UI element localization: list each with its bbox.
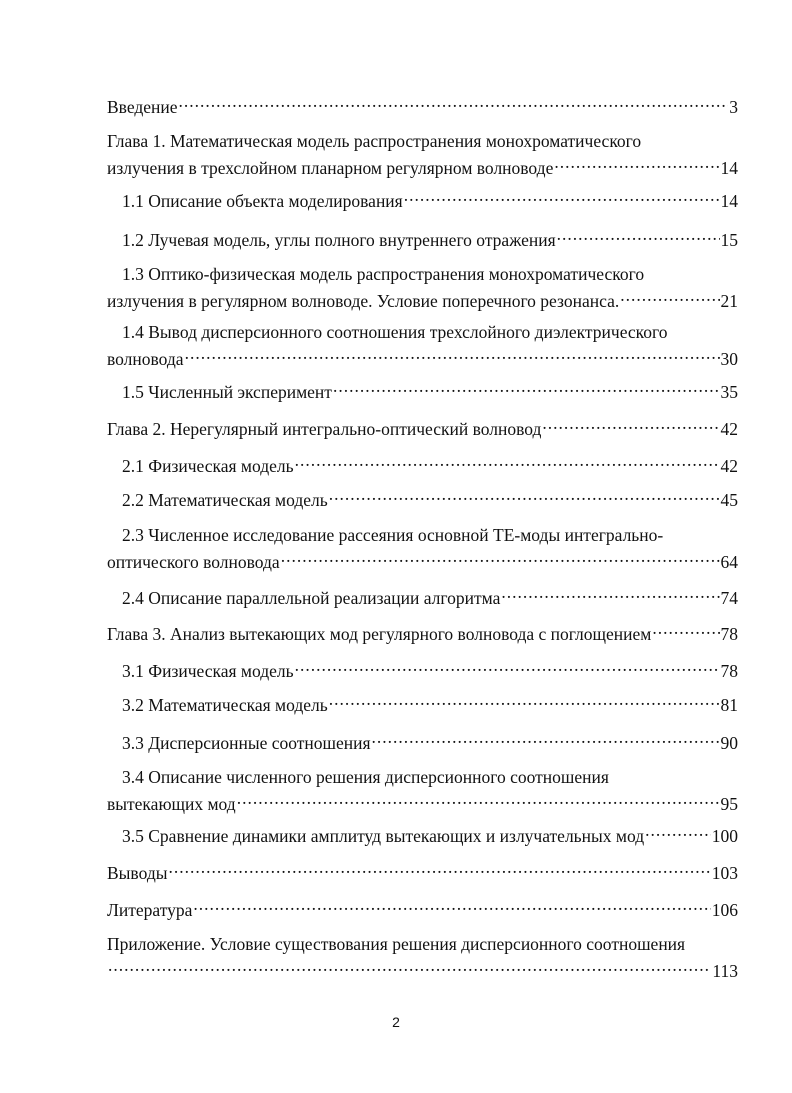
toc-entry-title: 3.4 Описание численного решения дисперсионного соотношения — [122, 767, 609, 787]
toc-entry-line — [107, 129, 738, 153]
toc-page-number: 14 — [720, 191, 738, 212]
toc-entry-line — [107, 621, 738, 646]
toc-page-number: 100 — [711, 826, 738, 847]
toc-page-number: 3 — [729, 97, 738, 118]
toc-entry-line — [122, 227, 738, 252]
toc-leader-dots — [542, 416, 719, 435]
toc-entry-line — [107, 416, 738, 441]
toc-page-number: 113 — [712, 961, 738, 982]
toc-entry-line — [122, 379, 738, 404]
toc-page-number: 42 — [720, 419, 738, 440]
toc-entry-title: 3.2 Математическая модель — [122, 695, 328, 716]
toc-entry-title: Глава 3. Анализ вытекающих мод регулярного волновода с поглощением — [107, 624, 652, 645]
toc-entry-continuation — [107, 288, 738, 313]
toc-entry-title: Приложение. Условие существования решения дисперсионного соотношения — [107, 934, 686, 954]
toc-entry-title: 1.4 Вывод дисперсионного соотношения трехслойного диэлектрического — [122, 322, 668, 342]
toc-page-number: 81 — [720, 695, 738, 716]
toc-leader-dots — [645, 823, 711, 842]
toc-entry-line — [107, 932, 738, 956]
toc-leader-dots — [193, 897, 710, 916]
toc-entry-line — [107, 897, 738, 922]
toc-entry-line — [122, 487, 738, 512]
toc-entry-title: 1.1 Описание объекта моделирования — [122, 191, 403, 212]
toc-entry-title: излучения в трехслойном планарном регулярном волноводе — [107, 158, 554, 179]
toc-entry-title: Введение — [107, 97, 178, 118]
toc-leader-dots — [333, 379, 720, 398]
toc-entry-line — [122, 188, 738, 213]
toc-entry-title: 2.3 Численное исследование рассеяния основной ТЕ-моды интегрально- — [122, 525, 664, 545]
toc-entry-line — [122, 523, 738, 547]
toc-entry-line — [122, 262, 738, 286]
toc-entry-line — [122, 730, 738, 755]
toc-entry-title: 2.1 Физическая модель — [122, 456, 294, 477]
toc-leader-dots — [179, 94, 729, 113]
toc-entry-title: вытекающих мод — [107, 794, 236, 815]
toc-entry-title: волновода — [107, 349, 184, 370]
toc-leader-dots — [501, 585, 719, 604]
toc-leader-dots — [295, 658, 720, 677]
toc-page-number: 14 — [720, 158, 738, 179]
toc-leader-dots — [295, 453, 720, 472]
toc-page-number: 103 — [711, 863, 738, 884]
toc-entry-title: Глава 1. Математическая модель распространения монохроматического — [107, 131, 642, 151]
toc-leader-dots — [652, 621, 719, 640]
toc-page-number: 106 — [711, 900, 738, 921]
toc-entry-title: 2.2 Математическая модель — [122, 490, 328, 511]
toc-leader-dots — [404, 188, 720, 207]
toc-leader-dots — [185, 346, 720, 365]
toc-page-number: 21 — [720, 291, 738, 312]
toc-leader-dots — [620, 288, 719, 307]
toc-entry-title: 2.4 Описание параллельной реализации алгоритма — [122, 588, 501, 609]
toc-page-number: 15 — [720, 230, 738, 251]
toc-leader-dots — [372, 730, 720, 749]
toc-entry-line — [107, 860, 738, 885]
toc-leader-dots — [554, 155, 719, 174]
toc-entry-title: Выводы — [107, 863, 168, 884]
toc-leader-dots — [108, 958, 711, 977]
toc-entry-line — [122, 692, 738, 717]
toc-page-number: 90 — [720, 733, 738, 754]
toc-page-number: 74 — [720, 588, 738, 609]
toc-leader-dots — [557, 227, 720, 246]
toc-entry-line — [122, 765, 738, 789]
toc-leader-dots — [329, 692, 720, 711]
toc-entry-continuation — [107, 549, 738, 574]
toc-entry-line — [122, 320, 738, 344]
toc-entry-title: Глава 2. Нерегулярный интегрально-оптический волновод — [107, 419, 542, 440]
toc-entry-line — [122, 658, 738, 683]
toc-entry-title: 3.5 Сравнение динамики амплитуд вытекающих и излучательных мод — [122, 826, 645, 847]
toc-entry-title: оптического волновода — [107, 552, 280, 573]
toc-entry-continuation — [107, 958, 738, 983]
page-number: 2 — [392, 1014, 400, 1030]
toc-entry-title: излучения в регулярном волноводе. Условие поперечного резонанса. — [107, 291, 620, 312]
toc-page-number: 30 — [720, 349, 738, 370]
toc-page-number: 42 — [720, 456, 738, 477]
toc-entry-line — [122, 823, 738, 848]
toc-entry-title: 3.1 Физическая модель — [122, 661, 294, 682]
toc-page-number: 78 — [720, 624, 738, 645]
toc-page-number: 64 — [720, 552, 738, 573]
toc-entry-continuation — [107, 791, 738, 816]
toc-page-number: 95 — [720, 794, 738, 815]
toc-entry-title: 1.3 Оптико-физическая модель распространения монохроматического — [122, 264, 645, 284]
toc-leader-dots — [281, 549, 720, 568]
toc-leader-dots — [329, 487, 720, 506]
toc-entry-continuation — [107, 155, 738, 180]
toc-page-number: 78 — [720, 661, 738, 682]
toc-entry-line — [107, 94, 738, 119]
toc-page-number: 35 — [720, 382, 738, 403]
toc-page-number: 45 — [720, 490, 738, 511]
toc-entry-title: Литература — [107, 900, 193, 921]
toc-entry-title: 1.2 Лучевая модель, углы полного внутреннего отражения — [122, 230, 556, 251]
toc-entry-continuation — [107, 346, 738, 371]
toc-entry-title: 3.3 Дисперсионные соотношения — [122, 733, 371, 754]
toc-entry-line — [122, 453, 738, 478]
toc-entry-line — [122, 585, 738, 610]
toc-leader-dots — [237, 791, 720, 810]
toc-entry-title: 1.5 Численный эксперимент — [122, 382, 332, 403]
toc-leader-dots — [168, 860, 710, 879]
